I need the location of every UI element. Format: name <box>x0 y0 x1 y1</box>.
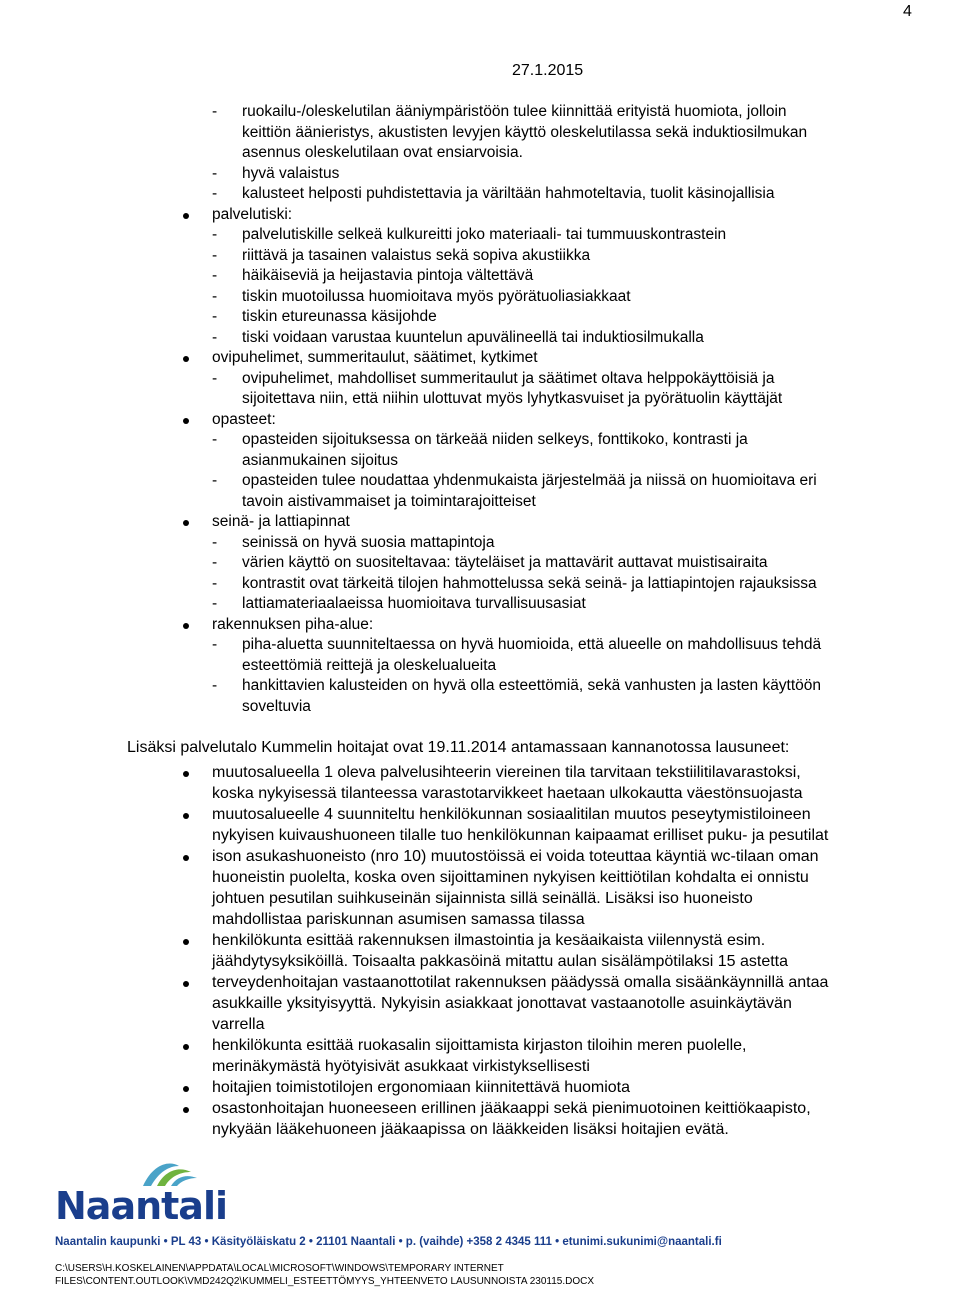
dash-item-line: ruokailu-/oleskelutilan ääniympäristöön tulee kiinnittää erityistä huomiota, jolloin <box>242 103 787 120</box>
document-date: 27.1.2015 <box>512 62 584 79</box>
bullet-marker <box>183 813 189 819</box>
bullet-heading: opasteet: <box>212 410 276 428</box>
statement-line: osastonhoitajan huoneeseen erillinen jääkaappi sekä pienimuotoinen keittiökaapisto, <box>212 1100 811 1117</box>
intro-paragraph: Lisäksi palvelutalo Kummelin hoitajat ovat 19.11.2014 antamassaan kannanotossa lausuneet: <box>127 739 790 756</box>
dash-item-line: hankittavien kalusteiden on hyvä olla esteettömiä, sekä vanhusten ja lasten käyttöön <box>242 677 822 694</box>
statement-line: huoneistin puolelta, koska oven sijoittaminen nykyisen keittiötilan kohdalta ei onnistu <box>212 869 809 886</box>
statement-line: muutosalueelle 4 suunniteltu henkilökunnan sosiaalitilan muutos peseytymistiloineen <box>212 806 811 823</box>
dash-item-line: asianmukainen sijoitus <box>242 451 398 469</box>
statement-line: asukkaille yksityisyyttä. Nykyisin asiakkaat jonottavat vastaanotolle asuinkäytävän <box>212 995 792 1012</box>
bullet-marker <box>183 939 189 945</box>
page-number: 4 <box>903 3 912 20</box>
statement-line: nykyään lääkehuoneen jääkaapissa on lääkkeiden lisäksi hoitajien evätä. <box>212 1121 729 1138</box>
bullet-marker <box>183 771 189 777</box>
dash-item-line: sijoitettava niin, että niihin ulottuvat myös lyhytkasvuiset ja pyörätuolin käyttäjät <box>242 390 783 407</box>
dash-marker: - <box>212 369 218 387</box>
bullet-marker <box>183 213 189 219</box>
bullet-marker <box>183 356 189 362</box>
bullet-heading: palvelutiski: <box>212 205 293 223</box>
dash-marker: - <box>212 554 218 571</box>
dash-item-line: lattiamateriaalaeissa huomioitava turvallisuusasiat <box>242 595 586 612</box>
dash-item-line: tavoin aistivammaiset ja toimintarajoitteiset <box>242 492 536 510</box>
dash-item-line: kalusteet helposti puhdistettavia ja väriltään hahmoteltavia, tuolit käsinojallisia <box>242 185 775 202</box>
bullet-marker <box>183 855 189 861</box>
bullet-heading: ovipuhelimet, summeritaulut, säätimet, kytkimet <box>212 349 538 366</box>
dash-item-line: tiskin etureunassa käsijohde <box>242 308 437 325</box>
naantali-logo <box>55 1158 225 1228</box>
dash-marker: - <box>212 287 218 305</box>
statement-line: henkilökunta esittää rakennuksen ilmastointia ja kesäaikaista viilennystä esim. <box>212 932 766 949</box>
dash-item-line: piha-aluetta suunniteltaessa on hyvä huomioida, että alueelle on mahdollisuus tehdä <box>242 636 822 653</box>
file-path-line-1: C:\USERS\H.KOSKELAINEN\APPDATA\LOCAL\MICROSOFT\WINDOWS\TEMPORARY INTERNET <box>55 1263 504 1274</box>
logo-text: Naantali <box>55 1184 227 1228</box>
statement-line: johtuen pesutilan suihkuseinän sijainnista sillä seinällä. Lisäksi iso huoneisto <box>212 890 753 907</box>
dash-marker: - <box>212 472 218 489</box>
dash-item-line: hyvä valaistus <box>242 164 340 182</box>
dash-item-line: keittiön äänieristys, akustisten levyjen käyttö oleskelutilassa sekä induktiosilmukan <box>242 123 808 141</box>
bullet-marker <box>183 1086 189 1092</box>
dash-item-line: tiskin muotoilussa huomioitava myös pyörätuoliasiakkaat <box>242 287 631 305</box>
dash-item-line: asennus oleskelutilaan ovat ensiarvoisia. <box>242 144 523 161</box>
dash-item-line: häikäiseviä ja heijastavia pintoja vältettävä <box>242 267 534 284</box>
statement-line: jäähdytysyksiköillä. Toisaalta pakkasöinä mitattu aulan sisälämpötilaksi 15 astetta <box>212 953 789 970</box>
bullet-heading: rakennuksen piha-alue: <box>212 615 374 633</box>
dash-item-line: soveltuvia <box>242 697 311 715</box>
dash-item-line: seinissä on hyvä suosia mattapintoja <box>242 533 495 551</box>
dash-item-line: esteettömiä reittejä ja oleskelualueita <box>242 656 497 674</box>
dash-marker: - <box>212 636 218 653</box>
dash-marker: - <box>212 185 218 202</box>
dash-marker: - <box>212 246 218 264</box>
dash-marker: - <box>212 431 218 448</box>
footer-address: Naantalin kaupunki • PL 43 • Käsityöläiskatu 2 • 21101 Naantali • p. (vaihde) +358 2 4345 111 • etunimi.sukunimi@naantali.fi <box>55 1236 722 1248</box>
dash-item-line: palvelutiskille selkeä kulkureitti joko materiaali- tai tummuuskontrastein <box>242 226 727 243</box>
dash-marker: - <box>212 533 218 551</box>
statement-line: muutosalueella 1 oleva palvelusihteerin viereinen tila tarvitaan tekstiilitilavarastoksi, <box>212 764 801 781</box>
dash-marker: - <box>212 226 218 243</box>
statement-line: hoitajien toimistotilojen ergonomiaan kiinnitettävä huomiota <box>212 1079 631 1096</box>
statement-line: mahdollistaa pariskunnan asumisen samassa tilassa <box>212 911 585 928</box>
dash-marker: - <box>212 103 218 120</box>
bullet-marker <box>183 981 189 987</box>
statement-line: terveydenhoitajan vastaanottotilat rakennuksen päädyssä omalla sisäänkäynnillä antaa <box>212 974 829 991</box>
bullet-heading: seinä- ja lattiapinnat <box>212 513 350 530</box>
file-path-line-2: FILES\CONTENT.OUTLOOK\VMD242Q2\KUMMELI_ESTEETTÖMYYS_YHTEENVETO LAUSUNNOISTA 230115.DOCX <box>55 1276 595 1287</box>
dash-marker: - <box>212 328 218 346</box>
dash-item-line: värien käyttö on suositeltavaa: täyteläiset ja mattavärit auttavat muistisairaita <box>242 554 768 571</box>
bullet-marker <box>183 520 189 526</box>
bullet-marker <box>183 623 189 629</box>
statement-line: varrella <box>212 1016 265 1033</box>
dash-item-line: tiski voidaan varustaa kuuntelun apuvälineellä tai induktiosilmukalla <box>242 328 704 346</box>
dash-item-line: ovipuhelimet, mahdolliset summeritaulut ja säätimet oltava helppokäyttöisiä ja <box>242 369 775 387</box>
dash-item-line: opasteiden tulee noudattaa yhdenmukaista järjestelmää ja niissä on huomioitava eri <box>242 472 817 489</box>
dash-item-line: riittävä ja tasainen valaistus sekä sopiva akustiikka <box>242 246 591 264</box>
statement-line: ison asukashuoneisto (nro 10) muutostöissä ei voida toteuttaa käyntiä wc-tilaan oman <box>212 848 819 865</box>
dash-marker: - <box>212 677 218 694</box>
statement-line: nykyisen kuivaushuoneen tilalle tuo henkilökunnan kaipaamat erilliset puku- ja pesutilat <box>212 827 829 844</box>
dash-marker: - <box>212 595 218 612</box>
dash-marker: - <box>212 308 218 325</box>
statement-line: koska nykyisessä tilanteessa varastotarvikkeet haetaan ulkokautta väestönsuojasta <box>212 785 803 802</box>
dash-item-line: kontrastit ovat tärkeitä tilojen hahmottelussa sekä seinä- ja lattiapintojen rajauksissa <box>242 574 817 592</box>
bullet-marker <box>183 1107 189 1113</box>
bullet-marker <box>183 1044 189 1050</box>
bullet-marker <box>183 418 189 424</box>
dash-item-line: opasteiden sijoituksessa on tärkeää niiden selkeys, fonttikoko, kontrasti ja <box>242 431 748 448</box>
statement-line: henkilökunta esittää ruokasalin sijoittamista kirjaston tiloihin meren puolelle, <box>212 1037 747 1054</box>
statement-line: merinäkymästä hyötyisivät asukkaat virkistyksellisesti <box>212 1058 590 1075</box>
dash-marker: - <box>212 267 218 284</box>
dash-marker: - <box>212 574 218 592</box>
dash-marker: - <box>212 164 218 182</box>
